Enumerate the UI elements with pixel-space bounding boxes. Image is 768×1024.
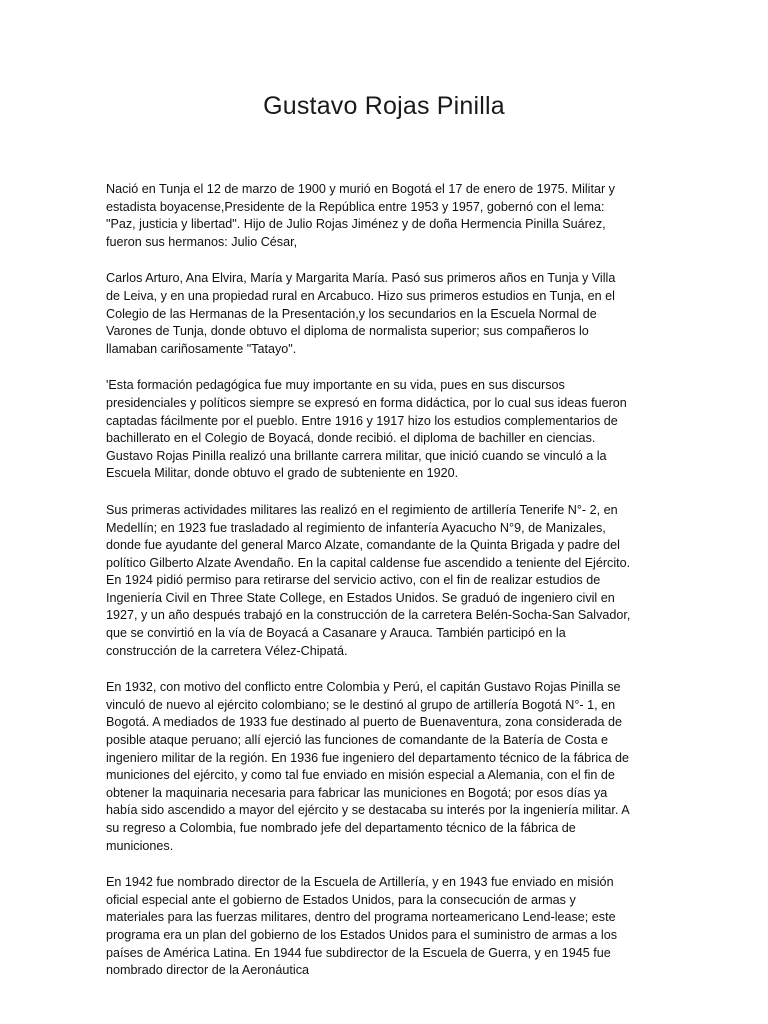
paragraph-1: Nació en Tunja el 12 de marzo de 1900 y murió en Bogotá el 17 de enero de 1975. Militar y estadista boyacense,Presidente de la República entre 1953 y 1957, gobernó con el lema: "Paz, justicia y libertad". Hijo de Julio Rojas Jiménez y de doña Hermencia Pinilla Suárez, fueron sus hermanos: Julio César,	[106, 182, 615, 249]
document-title: Gustavo Rojas Pinilla	[263, 92, 505, 120]
paragraph-2: Carlos Arturo, Ana Elvira, María y Margarita María. Pasó sus primeros años en Tunja y Villa de Leiva, y en una propiedad rural en Arcabuco. Hizo sus primeros estudios en Tunja, en el Colegio de las Hermanas de la Presentación,y los secundarios en la Escuela Normal de Varones de Tunja, donde obtuvo el diploma de normalista superior; sus compañeros lo llamaban cariñosamente "Tatayo".	[106, 271, 616, 356]
paragraph-6: En 1942 fue nombrado director de la Escuela de Artillería, y en 1943 fue enviado en misión oficial especial ante el gobierno de Estados Unidos, para la consecución de armas y materiales para las fuerzas militares, dentro del programa norteamericano Lend-lease; este programa era un plan del gobierno de los Estados Unidos para el suministro de armas a los países de América Latina. En 1944 fue subdirector de la Escuela de Guerra, y en 1945 fue nombrado director de la Aeronáutica	[106, 875, 618, 978]
paragraph-3: 'Esta formación pedagógica fue muy importante en su vida, pues en sus discursos presidenciales y políticos siempre se expresó en forma didáctica, por lo cual sus ideas fueron captadas fácilmente por el pueblo. Entre 1916 y 1917 hizo los estudios complementarios de bachillerato en el Colegio de Boyacá, donde recibió. el diploma de bachiller en ciencias. Gustavo Rojas Pinilla realizó una brillante carrera militar, que inició cuando se vinculó a la Escuela Militar, donde obtuvo el grado de subteniente en 1920.	[106, 378, 627, 481]
paragraph-4: Sus primeras actividades militares las realizó en el regimiento de artillería Tenerife N°- 2, en Medellín; en 1923 fue trasladado al regimiento de infantería Ayacucho N°9, de Manizales, donde fue ayudante del general Marco Alzate, comandante de la Quinta Brigada y padre del político Gilberto Alzate Avendaño. En la capital caldense fue ascendido a teniente del Ejército. En 1924 pidió permiso para retirarse del servicio activo, con el fin de realizar estudios de Ingeniería Civil en Three State College, en Estados Unidos. Se graduó de ingeniero civil en 1927, y un año después trabajó en la construcción de la carretera Belén-Socha-San Salvador, que se convirtió en la vía de Boyacá a Casanare y Arauca. También participó en la construcción de la carretera Vélez-Chipatá.	[106, 502, 631, 658]
document-body	[106, 181, 632, 999]
paragraph-5: En 1932, con motivo del conflicto entre Colombia y Perú, el capitán Gustavo Rojas Pinilla se vinculó de nuevo al ejército colombiano; se le destinó al grupo de artillería Bogotá N°- 1, en Bogotá. A mediados de 1933 fue destinado al puerto de Buenaventura, zona considerada de posible ataque peruano; allí ejerció las funciones de comandante de la Batería de Costa e ingeniero militar de la región. En 1936 fue ingeniero del departamento técnico de la fábrica de municiones del ejército, y como tal fue enviado en misión especial a Alemania, con el fin de obtener la maquinaria necesaria para fabricar las municiones en Bogotá; por esos días ya había sido ascendido a mayor del ejército y se destacaba su interés por la ingeniería militar. A su regreso a Colombia, fue nombrado jefe del departamento técnico de la fábrica de municiones.	[106, 680, 629, 853]
